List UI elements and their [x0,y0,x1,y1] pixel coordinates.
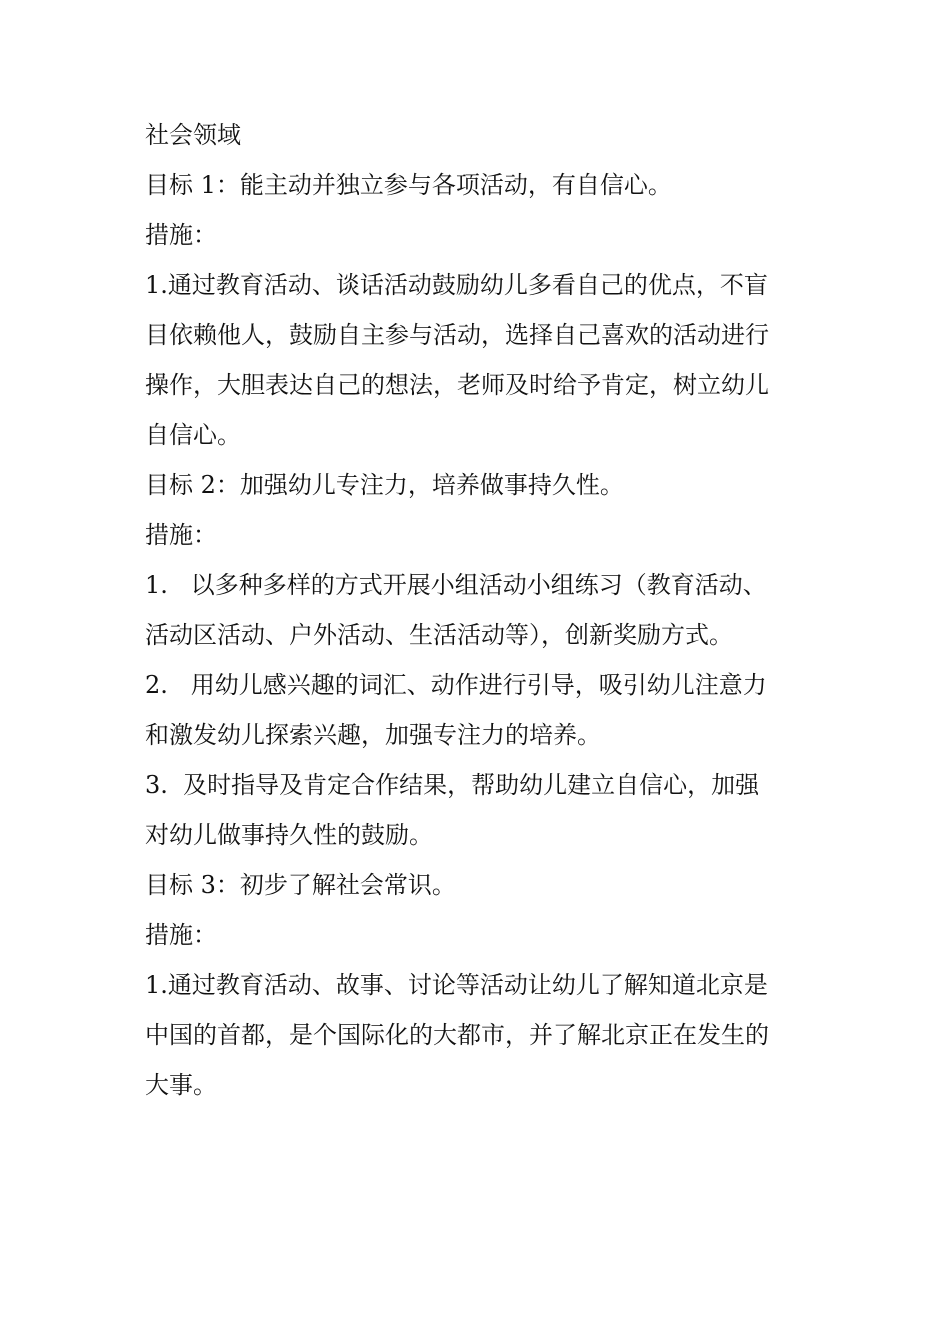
goal-1-measure-line: 1.通过教育活动、谈话活动鼓励幼儿多看自己的优点，不盲 [145,271,768,299]
goal-2-measure-line: 2. 用幼儿感兴趣的词汇、动作进行引导，吸引幼儿注意力 [145,671,767,699]
goal-1-measure-line: 操作，大胆表达自己的想法，老师及时给予肯定，树立幼儿 [145,371,769,399]
document-body [145,110,815,1110]
measures-label-3: 措施： [145,921,217,949]
goal-3-measure-line: 大事。 [145,1071,217,1099]
goal-2-line: 目标 2：加强幼儿专注力，培养做事持久性。 [145,471,624,499]
measures-label-1: 措施： [145,221,217,249]
goal-3-measure-line: 1.通过教育活动、故事、讨论等活动让幼儿了解知道北京是 [145,971,768,999]
goal-1-measure-line: 自信心。 [145,421,241,449]
section-heading: 社会领域 [145,121,241,149]
goal-2-measure-line: 3. 及时指导及肯定合作结果，帮助幼儿建立自信心，加强 [145,771,760,799]
goal-1-line: 目标 1：能主动并独立参与各项活动，有自信心。 [145,171,672,199]
goal-2-measure-line: 对幼儿做事持久性的鼓励。 [145,821,433,849]
goal-2-measure-line: 活动区活动、户外活动、生活活动等），创新奖励方式。 [145,621,733,649]
goal-1-measure-line: 目依赖他人，鼓励自主参与活动，选择自己喜欢的活动进行 [145,321,769,349]
goal-3-measure-line: 中国的首都，是个国际化的大都市，并了解北京正在发生的 [145,1021,769,1049]
goal-3-line: 目标 3：初步了解社会常识。 [145,871,456,899]
goal-2-measure-line: 1. 以多种多样的方式开展小组活动小组练习（教育活动、 [145,571,767,599]
measures-label-2: 措施： [145,521,217,549]
goal-2-measure-line: 和激发幼儿探索兴趣，加强专注力的培养。 [145,721,601,749]
